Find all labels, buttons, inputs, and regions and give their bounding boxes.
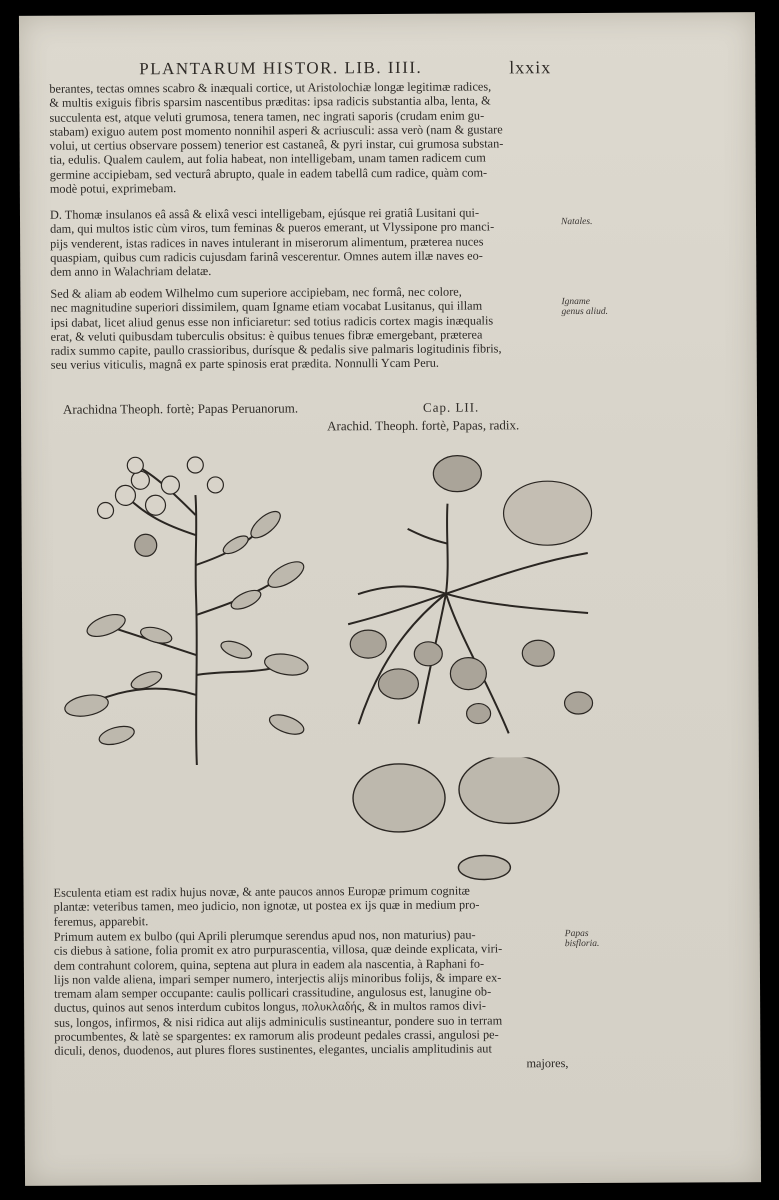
- text-line: feremus, apparebit.: [53, 913, 149, 929]
- text-line: modè potui, exprimebam.: [49, 181, 177, 196]
- text-line: ductus, quinos aut senos interdum cubitos longus, πολυκλαδής, & in multos ramos divi-: [54, 998, 487, 1016]
- paragraph-5: [54, 927, 569, 1073]
- paragraph-3: [50, 284, 564, 372]
- paragraph-2: [50, 205, 564, 279]
- text-line: procumbentes, & latè se spargentes: ex ramorum alis prodeunt pedales crassi, angulosi pe-: [54, 1027, 499, 1044]
- text-line: dam, qui multos istic cùm viros, tum feminas & pueros emerant, ut Vlyssipone pro manci-: [50, 219, 495, 237]
- text-line: stabam) exiguo autem post momento nonnihil asperi & acriusculi: assa verò (nam & gustare: [49, 122, 503, 139]
- text-line: succulenta est, atque veluti grumosa, tenera tamen, nec ingrati saporis (crudam enim gu-: [49, 108, 485, 125]
- text-line: berantes, tectas omnes scabro & inæquali cortice, ut Aristolochiæ longæ legitimæ radices,: [49, 79, 492, 96]
- text-line: D. Thomæ insulanos eâ assâ & elixâ vesci intelligebam, ejúsque rei gratiâ Lusitani qui-: [49, 205, 480, 222]
- text-line: quaspiam, quibus cum radicis cujusdam farinâ vescerentur. Omnes autem illæ naves eo-: [50, 248, 483, 265]
- text-line: tremam alam semper occupante: caulis pollicari crassitudine, angulosus est, lanugine ob-: [54, 984, 492, 1001]
- potato-tubers-illustration: [329, 757, 590, 888]
- text-line: nec magnitudine superiori dissimilem, quam Igname etiam vocabat Lusitanus, qui illam: [50, 298, 483, 316]
- paragraph-4: [53, 883, 567, 929]
- text-line: plantæ: veteribus tamen, meo judicio, non ignotæ, ut postea ex ijs quæ in medium pro-: [53, 897, 480, 915]
- chapter-number: Cap. LII.: [422, 399, 480, 415]
- text-line: volui, ut certius observare possem) tenerior est castaneâ, & pyri instar, cui grumosa substan-: [49, 136, 504, 153]
- potato-roots-illustration: [327, 443, 619, 745]
- margin-note-igname: Igname genus aliud.: [561, 296, 608, 318]
- book-page: [19, 12, 761, 1186]
- paragraph-1: [49, 79, 564, 196]
- figure-caption-left: Arachidna Theoph. fortè; Papas Peruanorum.: [62, 400, 299, 417]
- figure-caption-right: Arachid. Theoph. fortè, Papas, radix.: [327, 417, 520, 434]
- text-line: sus, longos, infirmos, & nisi ridica aut alijs adminiculis sustineantur, pondere suo in terram: [54, 1013, 503, 1030]
- folio-number: lxxix: [509, 57, 552, 78]
- text-line: cis diebus à satione, folia promit ex atro purpurascentia, villosa, quæ deinde explicata, viri-: [53, 941, 503, 959]
- margin-note-papas: Papas bisfloria.: [564, 928, 600, 950]
- text-line: lijs non valde aliena, impari semper numero, interjectis alijs minoribus folijs, & impare ex-: [53, 970, 502, 987]
- text-line: diculi, denos, duodenos, aut plures flores sustinentes, elegantes, uncialis amplitudinis aut: [54, 1041, 492, 1059]
- text-line: ipsi dabat, licet aliud genus esse non inficiaretur: sed totius radicis cortex magis inæqualis: [50, 313, 494, 330]
- text-line: majores,: [526, 1055, 569, 1070]
- text-line: pijs venderent, istas radices in naves intulerant in miserorum alimentum, præterea nuces: [50, 234, 484, 251]
- text-line: & multis exiguis fibris sparsim nascentibus præditas: ipsa radicis substantia alba, lenta, &: [49, 93, 491, 111]
- text-line: radix summo capite, paullo crassioribus, durísque & pedalis sive palmaris logitudinis fibris,: [50, 341, 502, 358]
- text-line: seu verius viticulis, magnâ ex parte spinosis erat prædita. Nonnulli Ycam Peru.: [50, 356, 439, 373]
- text-line: erat, & veluti quibusdam tuberculis obsitus: è quibus tenues fibræ emergebant, præterea: [50, 327, 483, 344]
- text-line: tia, edulis. Qualem caulem, aut folia habeat, non intelligebam, unam tamen radicem cum: [49, 150, 486, 168]
- text-line: Sed & aliam ab eodem Wilhelmo cum superiore accipiebam, nec formâ, nec colore,: [50, 284, 462, 301]
- potato-plant-illustration: [45, 434, 317, 765]
- text-line: Primum autem ex bulbo (qui Aprili plerumque serendus apud nos, non maturius) pau-: [53, 927, 476, 944]
- running-head: PLANTARUM HISTOR. LIB. IIII.: [139, 57, 423, 79]
- text-line: dem contrahunt colorem, quina, septena aut plura in eadem ala nascentia, à Raphani fo-: [53, 956, 485, 973]
- text-line: Esculenta etiam est radix hujus novæ, & ante paucos annos Europæ primum cognitæ: [53, 883, 470, 900]
- margin-note-natales: Natales.: [561, 216, 593, 228]
- text-line: germine accipiebam, sed vecturâ abrupto, quale in eadem tabellâ cum radice, quàm com-: [49, 165, 488, 182]
- text-line: dem anno in Walachriam delatæ.: [50, 264, 212, 279]
